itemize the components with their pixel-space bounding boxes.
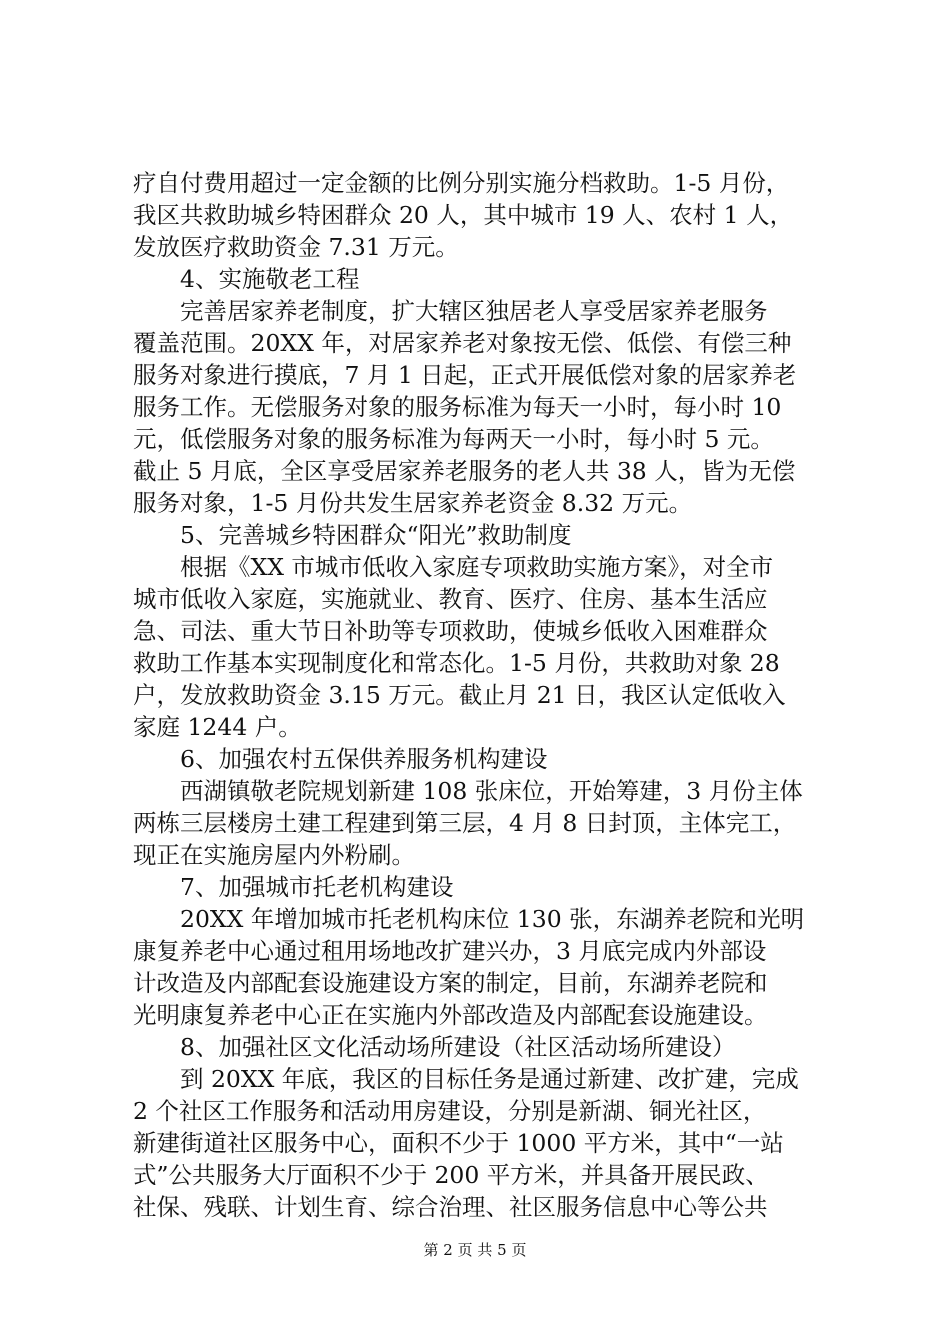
text-line: 元，低偿服务对象的服务标准为每两天一小时，每小时 5 元。 xyxy=(133,425,774,453)
text-line: 西湖镇敬老院规划新建 108 张床位，开始筹建，3 月份主体 xyxy=(180,777,803,805)
text-line: 4、实施敬老工程 xyxy=(180,265,360,293)
text-line: 急、司法、重大节日补助等专项救助，使城乡低收入困难群众 xyxy=(133,617,768,645)
text-line: 根据《XX 市城市低收入家庭专项救助实施方案》，对全市 xyxy=(180,553,774,581)
text-line: 现正在实施房屋内外粉刷。 xyxy=(133,841,415,869)
text-line: 8、加强社区文化活动场所建设（社区活动场所建设） xyxy=(180,1033,736,1061)
text-line: 发放医疗救助资金 7.31 万元。 xyxy=(133,233,459,261)
text-line: 到 20XX 年底，我区的目标任务是通过新建、改扩建，完成 xyxy=(180,1065,799,1093)
text-line: 完善居家养老制度，扩大辖区独居老人享受居家养老服务 xyxy=(180,297,768,325)
page-footer: 第 2 页 共 5 页 xyxy=(423,1241,527,1259)
text-line: 服务工作。无偿服务对象的服务标准为每天一小时，每小时 10 xyxy=(133,393,782,421)
text-line: 康复养老中心通过租用场地改扩建兴办，3 月底完成内外部设 xyxy=(133,937,767,965)
text-line: 户，发放救助资金 3.15 万元。截止月 21 日，我区认定低收入 xyxy=(133,681,786,709)
text-line: 覆盖范围。20XX 年，对居家养老对象按无偿、低偿、有偿三种 xyxy=(133,329,792,357)
text-line: 服务对象进行摸底，7 月 1 日起，正式开展低偿对象的居家养老 xyxy=(133,361,797,389)
document-body xyxy=(133,167,833,1223)
text-line: 社保、残联、计划生育、综合治理、社区服务信息中心等公共 xyxy=(133,1193,768,1221)
text-line: 6、加强农村五保供养服务机构建设 xyxy=(180,745,548,773)
text-line: 5、完善城乡特困群众“阳光”救助制度 xyxy=(180,521,572,549)
text-line: 新建街道社区服务中心，面积不少于 1000 平方米，其中“一站 xyxy=(133,1129,784,1157)
text-line: 城市低收入家庭，实施就业、教育、医疗、住房、基本生活应 xyxy=(133,585,768,613)
text-line: 20XX 年增加城市托老机构床位 130 张，东湖养老院和光明 xyxy=(180,905,805,933)
text-line: 我区共救助城乡特困群众 20 人，其中城市 19 人、农村 1 人， xyxy=(133,201,794,229)
text-line: 2 个社区工作服务和活动用房建设，分别是新湖、铜光社区， xyxy=(133,1097,767,1125)
text-line: 7、加强城市托老机构建设 xyxy=(180,873,454,901)
text-line: 救助工作基本实现制度化和常态化。1-5 月份，共救助对象 28 xyxy=(133,649,780,677)
text-line: 两栋三层楼房土建工程建到第三层，4 月 8 日封顶，主体完工， xyxy=(133,809,797,837)
text-line: 式”公共服务大厅面积不少于 200 平方米，并具备开展民政、 xyxy=(133,1161,769,1189)
text-line: 截止 5 月底，全区享受居家养老服务的老人共 38 人，皆为无偿 xyxy=(133,457,796,485)
text-line: 计改造及内部配套设施建设方案的制定，目前，东湖养老院和 xyxy=(133,969,768,997)
text-line: 光明康复养老中心正在实施内外部改造及内部配套设施建设。 xyxy=(133,1001,768,1029)
text-line: 服务对象，1-5 月份共发生居家养老资金 8.32 万元。 xyxy=(133,489,693,517)
text-line: 疗自付费用超过一定金额的比例分别实施分档救助。1-5 月份， xyxy=(133,169,790,197)
text-line: 家庭 1244 户。 xyxy=(133,713,302,741)
